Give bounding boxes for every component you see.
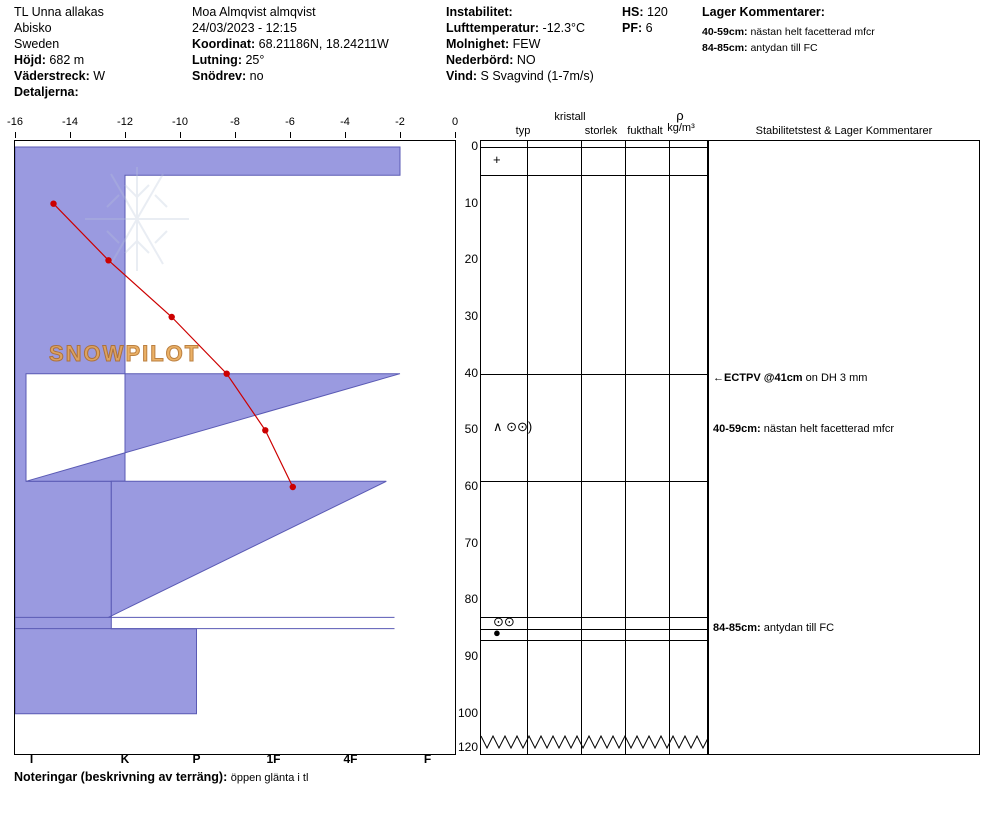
elevation-row	[14, 52, 184, 68]
observer-name: Moa Almqvist almqvist	[192, 5, 316, 19]
depth-tick-label: 40	[464, 365, 478, 380]
hardness-wedge-40-59	[26, 374, 400, 482]
instability-label: Instabilitet:	[446, 5, 513, 19]
stability-comment-detail: antydan till FC	[763, 621, 835, 634]
temp-tick-label: -8	[230, 116, 240, 128]
temp-tick	[400, 132, 401, 138]
aspect-label: Väderstreck:	[14, 69, 90, 83]
grain-row-divider	[481, 175, 707, 176]
temp-tick	[235, 132, 236, 138]
col-divider	[581, 141, 582, 754]
aspect-row	[14, 68, 184, 84]
temp-tick	[345, 132, 346, 138]
depth-tick-label: 60	[464, 479, 478, 493]
kristall-header: kristall	[554, 111, 586, 123]
hardness-scale-labels	[14, 752, 456, 770]
temp-tick	[125, 132, 126, 138]
temperature-point	[105, 257, 111, 263]
grain-row-divider	[481, 640, 707, 641]
col-divider	[625, 141, 626, 754]
ground-zigzag	[481, 732, 707, 754]
col-divider	[669, 141, 670, 754]
pf-label: PF:	[622, 21, 643, 35]
typ-header: typ	[515, 125, 531, 137]
observation-datetime: 24/03/2023 - 12:15	[192, 21, 297, 35]
coordinates-label: Koordinat:	[192, 37, 256, 51]
elevation-value: 682 m	[49, 53, 85, 67]
coordinates-value: 68.21186N, 18.24211W	[258, 37, 389, 51]
temp-tick	[15, 132, 16, 138]
stability-comment-detail: on DH 3 mm	[805, 372, 868, 385]
temp-tick	[455, 132, 456, 138]
depth-tick-label: 120	[457, 740, 478, 754]
terrain-notes	[14, 770, 308, 784]
grain-row-divider	[481, 374, 707, 375]
depth-axis	[456, 140, 480, 755]
profile-header	[0, 0, 994, 110]
depth-tick-label: 90	[464, 649, 478, 663]
wind-label: Vind:	[446, 69, 478, 83]
stability-comment-label: 40-59cm:	[713, 423, 764, 436]
stability-comment	[713, 372, 867, 384]
layer-comment-range: 84-85cm:	[702, 42, 748, 54]
airtemp-label: Lufttemperatur:	[446, 21, 540, 35]
temperature-point	[224, 371, 230, 377]
depth-tick-label: 30	[464, 309, 478, 323]
temperature-point	[50, 201, 56, 207]
hardness-label: F	[423, 752, 432, 766]
terrain-notes-value: öppen glänta i tl	[230, 772, 309, 784]
hs-value: 120	[647, 5, 668, 19]
elevation-label: Höjd:	[14, 53, 46, 67]
cloud-row	[446, 36, 696, 52]
stability-header: Stabilitetstest & Lager Kommentarer	[755, 125, 933, 137]
grain-symbol: ∧ ⊙⊙)	[493, 418, 533, 434]
slope-row	[192, 52, 442, 68]
header-snowpack-col	[622, 4, 702, 36]
snow-profile-plot	[14, 140, 456, 755]
storlek-header: storlek	[584, 125, 618, 137]
hs-row	[622, 4, 702, 20]
hardness-label: 4F	[343, 752, 358, 766]
cloud-label: Molnighet:	[446, 37, 510, 51]
airtemp-value: -12.3°C	[542, 21, 586, 35]
hardness-label: P	[192, 752, 201, 766]
depth-tick-label: 100	[457, 705, 478, 720]
temp-tick-label: -2	[395, 116, 405, 128]
site-region: Abisko	[14, 21, 52, 35]
stability-comment	[713, 622, 834, 634]
temperature-point	[169, 314, 175, 320]
layer-comment-item	[702, 40, 992, 56]
temp-tick-label: -4	[340, 116, 350, 128]
temp-tick-label: -10	[172, 116, 188, 128]
depth-tick-label: 20	[464, 252, 478, 267]
precip-row	[446, 52, 696, 68]
site-name: TL Unna allakas	[14, 5, 104, 19]
wind-row	[446, 68, 696, 84]
temp-tick-label: -16	[7, 116, 23, 128]
temp-tick-label: 0	[451, 116, 459, 128]
precip-value: NO	[516, 53, 536, 67]
temp-tick	[290, 132, 291, 138]
grain-symbol: ●	[493, 625, 501, 641]
site-country: Sweden	[14, 37, 60, 51]
grain-row-divider	[481, 617, 707, 618]
pf-row	[622, 20, 702, 36]
temperature-point	[290, 484, 296, 490]
grain-row-divider	[481, 147, 707, 148]
grain-row-divider	[481, 481, 707, 482]
temp-tick	[70, 132, 71, 138]
snowpilot-watermark: SNOWPILOT	[49, 341, 201, 366]
coordinates-row	[192, 36, 442, 52]
temperature-axis	[7, 116, 459, 140]
fukthalt-header: fukthalt	[627, 125, 663, 137]
hardness-and-temperature-svg	[15, 141, 455, 754]
header-layercomments-col	[702, 4, 992, 56]
cloud-value: FEW	[512, 37, 541, 51]
depth-tick-label: 70	[464, 535, 478, 550]
depth-tick-label: 10	[464, 195, 478, 210]
depth-tick-label: 80	[464, 592, 478, 607]
layer-comment-range: 40-59cm:	[702, 26, 748, 38]
hardness-label: I	[29, 752, 34, 766]
layer-comment-text: nästan helt facetterad mfcr	[750, 26, 875, 38]
precip-label: Nederbörd:	[446, 53, 514, 67]
drifting-snow-label: Snödrev:	[192, 69, 247, 83]
layer-comment-item	[702, 24, 992, 40]
layer-comment-text: antydan till FC	[750, 42, 818, 54]
rho-unit-header: kg/m³	[667, 122, 695, 134]
col-divider	[527, 141, 528, 754]
rho-header: ρ	[676, 108, 684, 123]
layer-comments-title: Lager Kommentarer:	[702, 5, 825, 19]
temp-tick-label: -6	[285, 116, 295, 128]
depth-tick-label: 0	[471, 139, 478, 153]
temp-tick	[180, 132, 181, 138]
drifting-snow-value: no	[249, 69, 264, 83]
stability-comments	[708, 140, 980, 755]
grain-columns	[480, 140, 708, 755]
temperature-point	[262, 427, 268, 433]
stability-comment-label: 84-85cm:	[713, 621, 764, 634]
terrain-notes-label: Noteringar (beskrivning av terräng):	[14, 770, 228, 784]
hardness-label: 1F	[266, 752, 281, 766]
stability-comment-label: ←ECTPV @41cm	[713, 372, 806, 385]
slope-value: 25°	[245, 53, 265, 67]
pf-value: 6	[645, 21, 653, 35]
hardness-label: K	[120, 752, 130, 766]
aspect-value: W	[93, 69, 106, 83]
grain-symbol: ⊙⊙	[493, 614, 515, 629]
hs-label: HS:	[622, 5, 644, 19]
slope-label: Lutning:	[192, 53, 242, 67]
temp-tick-label: -14	[62, 116, 78, 128]
details-label: Detaljerna:	[14, 85, 79, 99]
temp-tick-label: -12	[117, 116, 133, 128]
header-observer-col	[192, 4, 442, 84]
stability-comment	[713, 423, 894, 435]
wind-value: S Svagvind (1-7m/s)	[480, 69, 594, 83]
header-location-col	[14, 4, 184, 100]
hardness-wedge-59-83	[109, 481, 387, 617]
drifting-snow-row	[192, 68, 442, 84]
depth-tick-label: 50	[464, 422, 478, 437]
grain-symbol: +	[493, 152, 501, 168]
grain-row-divider	[481, 629, 707, 630]
stability-comment-detail: nästan helt facetterad mfcr	[763, 423, 894, 436]
